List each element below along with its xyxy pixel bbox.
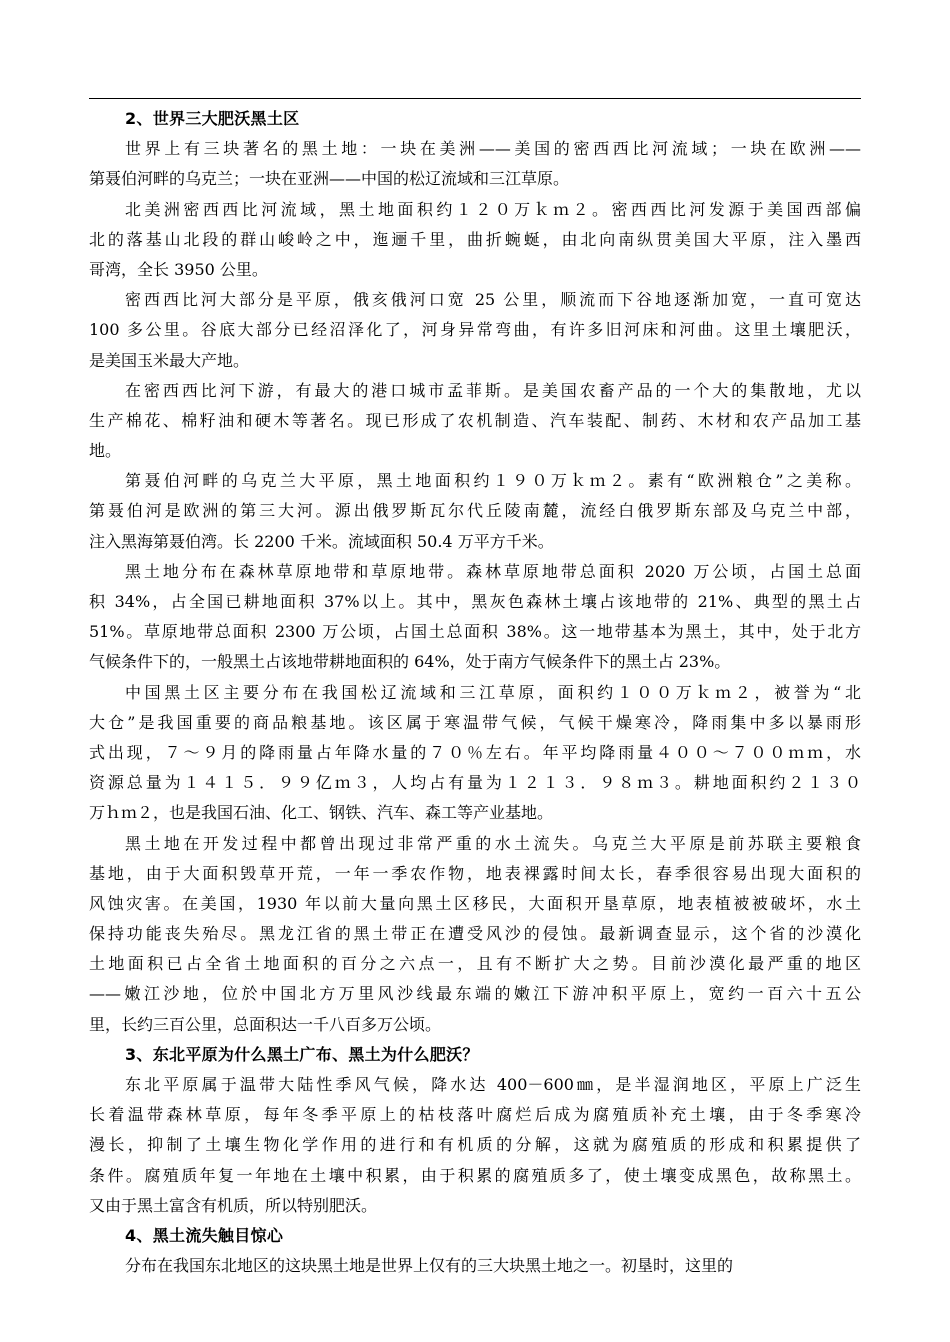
paragraph-line: 北美洲密西西比河流域，黑土地面积约１２０万ｋｍ２。密西西比河发源于美国西部偏 — [125, 199, 861, 219]
paragraph-line: 里，长约三百公里，总面积达一千八百多万公顷。 — [89, 1014, 442, 1034]
paragraph-line: 黑土地分布在森林草原地带和草原地带。森林草原地带总面积 2020 万公顷，占国土总面 — [125, 561, 861, 581]
paragraph-line: 资源总量为１４１５．９９亿ｍ３，人均占有量为１２１３．９８ｍ３。耕地面积约２１３０ — [89, 773, 861, 793]
paragraph-line: 条件。腐殖质年复一年地在土壤中积累，由于积累的腐殖质多了，使土壤变成黑色，故称黑土。 — [89, 1165, 861, 1185]
paragraph-line: ——嫩江沙地，位於中国北方万里风沙线最东端的嫩江下游冲积平原上，宽约一百六十五公 — [89, 984, 861, 1004]
section-heading: 4、黑土流失触目惊心 — [125, 1225, 284, 1245]
paragraph-line: 51%。草原地带总面积 2300 万公顷，占国土总面积 38%。这一地带基本为黑土，其中，处于北方 — [89, 622, 861, 642]
paragraph-line: 积 34%，占全国已耕地面积 37%以上。其中，黑灰色森林土壤占该地带的 21%、典型的黑土占 — [89, 592, 861, 612]
paragraph-line: 式出现，７～９月的降雨量占年降水量的７０％左右。年平均降雨量４００～７００ｍｍ，水 — [89, 742, 861, 762]
paragraph-line: 长着温带森林草原，每年冬季平原上的枯枝落叶腐烂后成为腐殖质补充土壤，由于冬季寒冷 — [89, 1105, 861, 1125]
paragraph-line: 气候条件下的，一般黑土占该地带耕地面积的 64%，处于南方气候条件下的黑土占 23%。 — [89, 652, 731, 672]
paragraph-line: 土地面积已占全省土地面积的百分之六点一，且有不断扩大之势。目前沙漠化最严重的地区 — [89, 954, 861, 974]
paragraph — [89, 376, 861, 467]
paragraph-line: 黑土地在开发过程中都曾出现过非常严重的水土流失。乌克兰大平原是前苏联主要粮食 — [125, 833, 861, 853]
section-heading: 2、世界三大肥沃黑土区 — [125, 109, 300, 128]
paragraph — [89, 466, 861, 557]
paragraph-line: 漫长，抑制了土壤生物化学作用的进行和有机质的分解，这就为腐殖质的形成和积累提供了 — [89, 1135, 861, 1155]
paragraph-line: 地。 — [89, 441, 122, 461]
paragraph-line: 世界上有三块著名的黑土地：一块在美洲——美国的密西西比河流域；一块在欧洲—— — [125, 139, 861, 159]
paragraph-line: 北的落基山北段的群山峻岭之中，迤逦千里，曲折蜿蜒，由北向南纵贯美国大平原，注入墨西 — [89, 229, 861, 249]
paragraph-line: 第聂伯河畔的乌克兰大平原，黑土地面积约１９０万ｋｍ２。素有“欧洲粮仓”之美称。 — [125, 471, 861, 491]
paragraph-line: 又由于黑土富含有机质，所以特别肥沃。 — [89, 1195, 378, 1215]
paragraph-line: 分布在我国东北地区的这块黑土地是世界上仅有的三大块黑土地之一。初垦时，这里的 — [125, 1256, 734, 1276]
paragraph-line: 中国黑土区主要分布在我国松辽流域和三江草原，面积约１００万ｋｍ２，被誉为“北 — [125, 682, 861, 702]
paragraph — [89, 1251, 861, 1281]
paragraph — [89, 557, 861, 678]
document-body — [89, 104, 861, 1281]
paragraph-line: 东北平原属于温带大陆性季风气候，降水达 400－600㎜，是半湿润地区，平原上广泛生 — [125, 1075, 861, 1095]
header-rule — [89, 98, 861, 99]
paragraph — [89, 829, 861, 1040]
paragraph-line: 万ｈｍ２，也是我国石油、化工、钢铁、汽车、森工等产业基地。 — [89, 803, 554, 823]
paragraph-line: 第聂伯河畔的乌克兰；一块在亚洲——中国的松辽流域和三江草原。 — [89, 169, 570, 189]
paragraph — [89, 195, 861, 286]
paragraph-line: 注入黑海第聂伯湾。长 2200 千米。流域面积 50.4 万平方千米。 — [89, 531, 554, 551]
paragraph-line: 第聂伯河是欧洲的第三大河。源出俄罗斯瓦尔代丘陵南麓，流经白俄罗斯东部及乌克兰中部， — [89, 501, 861, 521]
paragraph — [89, 285, 861, 376]
paragraph-line: 保持功能丧失殆尽。黑龙江省的黑土带正在遭受风沙的侵蚀。最新调查显示，这个省的沙漠化 — [89, 924, 861, 944]
paragraph-line: 哥湾，全长 3950 公里。 — [89, 259, 268, 279]
paragraph — [89, 134, 861, 194]
paragraph-line: 是美国玉米最大产地。 — [89, 350, 250, 370]
paragraph-line: 大仓”是我国重要的商品粮基地。该区属于寒温带气候，气候干燥寒冷，降雨集中多以暴雨形 — [89, 712, 861, 732]
paragraph-line: 基地，由于大面积毁草开荒，一年一季农作物，地表裸露时间太长，春季很容易出现大面积的 — [89, 863, 861, 883]
paragraph-line: 密西西比河大部分是平原，俄亥俄河口宽 25 公里，顺流而下谷地逐渐加宽，一直可宽达 — [125, 290, 861, 310]
paragraph-line: 100 多公里。谷底大部分已经沼泽化了，河身异常弯曲，有许多旧河床和河曲。这里土壤肥沃， — [89, 320, 861, 340]
section-heading: 3、东北平原为什么黑土广布、黑土为什么肥沃？ — [125, 1044, 479, 1064]
paragraph-line: 在密西西比河下游，有最大的港口城市孟菲斯。是美国农畜产品的一个大的集散地，尤以 — [125, 380, 861, 400]
paragraph-line: 风蚀灾害。在美国，1930 年以前大量向黑土区移民，大面积开垦草原，地表植被被破坏，水土 — [89, 893, 861, 913]
paragraph — [89, 678, 861, 829]
paragraph — [89, 1070, 861, 1221]
paragraph-line: 生产棉花、棉籽油和硬木等著名。现已形成了农机制造、汽车装配、制药、木材和农产品加工基 — [89, 410, 861, 430]
